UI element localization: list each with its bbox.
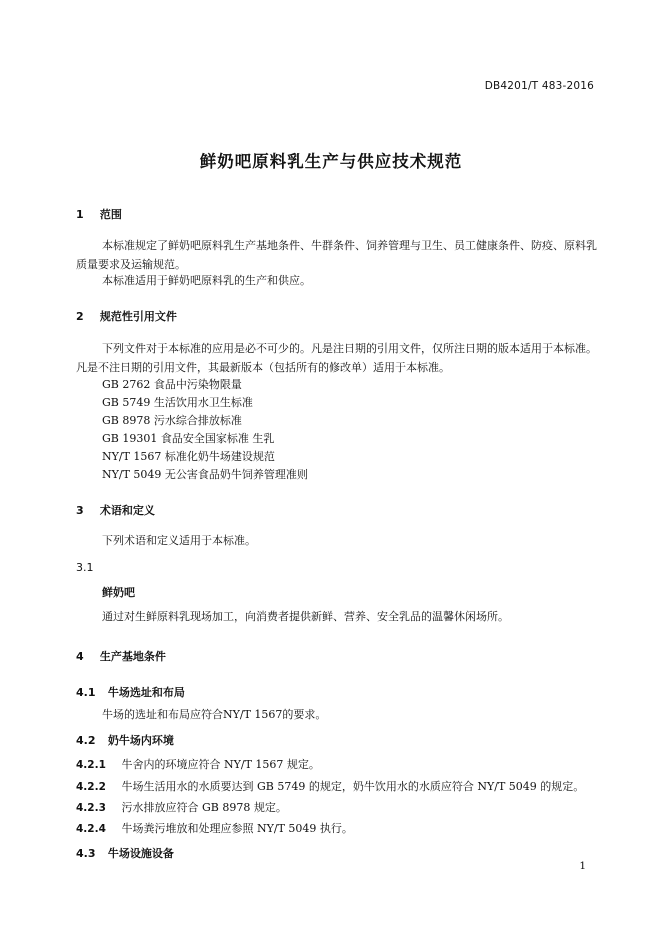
reference-ny-t-1567: NY/T 1567 标准化奶牛场建设规范 [102, 450, 275, 463]
section-title: 牛场选址和布局 [107, 686, 185, 699]
section-title: 奶牛场内环境 [107, 734, 174, 747]
document-title: 鲜奶吧原料乳生产与供应技术规范 [199, 152, 463, 171]
section-2-paragraph-1: 下列文件对于本标准的应用是必不可少的。凡是注日期的引用文件，仅所注日期的版本适用于本标准。凡是不注日期的引用文件，其最新版本（包括所有的修改单）适用于本标准。 [76, 342, 597, 374]
clause-number: 4.2.2 [76, 781, 106, 793]
section-4-1-heading [76, 684, 185, 700]
reference-ny-t-5049: NY/T 5049 无公害食品奶牛饲养管理准则 [102, 468, 308, 481]
section-title: 牛场设施设备 [107, 847, 174, 860]
clause-4-2-2 [76, 778, 584, 794]
section-number: 4.2 [76, 734, 96, 747]
clause-text: 牛场粪污堆放和处理应参照 NY/T 5049 执行。 [121, 822, 353, 835]
section-title: 规范性引用文件 [99, 310, 177, 323]
section-title: 范围 [99, 208, 122, 221]
clause-number: 4.2.1 [76, 759, 106, 771]
reference-gb-2762: GB 2762 食品中污染物限量 [102, 378, 242, 391]
clause-text: 污水排放应符合 GB 8978 规定。 [121, 801, 287, 814]
page-number: 1 [579, 860, 586, 872]
section-number: 4.1 [76, 686, 96, 699]
term-number: 3.1 [76, 561, 94, 574]
section-number: 4 [76, 650, 84, 663]
section-4-2-heading [76, 732, 174, 748]
section-number: 3 [76, 504, 84, 517]
section-4-heading [76, 648, 166, 664]
section-title: 术语和定义 [99, 504, 155, 517]
section-1-paragraph-2: 本标准适用于鲜奶吧原料乳的生产和供应。 [102, 274, 311, 287]
section-2-heading [76, 308, 177, 324]
section-3-heading [76, 502, 155, 518]
clause-4-2-3 [76, 799, 287, 815]
reference-gb-5749: GB 5749 生活饮用水卫生标准 [102, 396, 253, 409]
section-1-heading [76, 206, 122, 222]
clause-text: 牛舍内的环境应符合 NY/T 1567 规定。 [121, 758, 320, 771]
term-name: 鲜奶吧 [102, 586, 135, 599]
clause-number: 4.2.3 [76, 802, 106, 814]
section-title: 生产基地条件 [99, 650, 166, 663]
section-number: 1 [76, 208, 84, 221]
clause-4-2-1 [76, 756, 320, 772]
clause-number: 4.2.4 [76, 823, 106, 835]
section-3-paragraph-1: 下列术语和定义适用于本标准。 [102, 534, 256, 547]
section-4-3-heading [76, 845, 174, 861]
section-number: 4.3 [76, 847, 96, 860]
section-4-1-text: 牛场的选址和布局应符合NY/T 1567的要求。 [102, 708, 327, 721]
clause-text: 牛场生活用水的水质要达到 GB 5749 的规定，奶牛饮用水的水质应符合 NY/T 5049 的规定。 [121, 780, 585, 793]
standard-number: DB4201/T 483-2016 [484, 80, 594, 92]
reference-gb-19301: GB 19301 食品安全国家标准 生乳 [102, 432, 275, 445]
clause-4-2-4 [76, 820, 353, 836]
section-1-paragraph-1: 本标准规定了鲜奶吧原料乳生产基地条件、牛群条件、饲养管理与卫生、员工健康条件、防疫、原料乳质量要求及运输规范。 [76, 239, 597, 271]
reference-gb-8978: GB 8978 污水综合排放标准 [102, 414, 242, 427]
term-definition: 通过对生鲜原料乳现场加工，向消费者提供新鲜、营养、安全乳品的温馨休闲场所。 [102, 610, 509, 623]
section-number: 2 [76, 310, 84, 323]
